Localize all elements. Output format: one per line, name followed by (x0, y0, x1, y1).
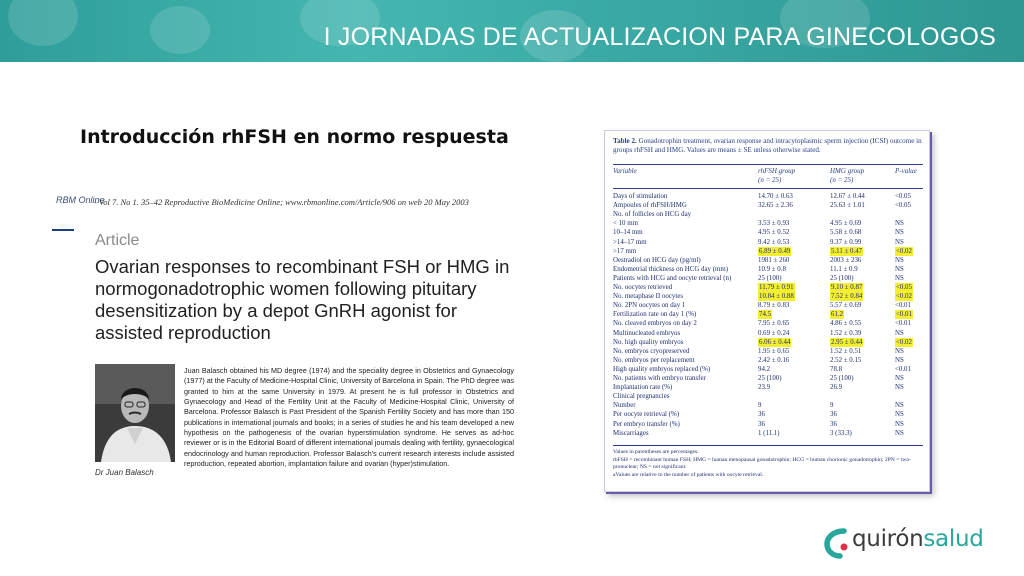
cell-rhfsh: 6.89 ± 0.49 (759, 247, 791, 255)
cell-rhfsh: 94.2 (758, 365, 771, 373)
table-row (613, 365, 923, 374)
cell-variable: Multinucleated embryos (613, 329, 681, 337)
cell-rhfsh: 8.79 ± 0.83 (758, 302, 790, 310)
cell-hmg: 61.2 (831, 311, 844, 319)
table-row (613, 401, 923, 410)
cell-variable: Miscarriages (613, 429, 649, 437)
table-row (613, 228, 923, 237)
col-header-rhfsh-label: rhFSH group (758, 167, 796, 175)
cell-pvalue: NS (895, 347, 904, 355)
cell-hmg: 25 (100) (830, 274, 854, 282)
cell-variable: No. high quality embryos (613, 338, 684, 346)
cell-pvalue: NS (895, 265, 904, 273)
table-row (613, 274, 923, 283)
cell-variable: Per oocyte retrieval (%) (613, 411, 680, 419)
article-citation: - Vol 7. No 1. 35–42 Reproductive BioMedicine Online; www.rbmonline.com/Article/906 on web 20 May 2003 (94, 197, 469, 207)
table-row (613, 429, 923, 438)
cell-variable: No. metaphase II oocytes (613, 293, 684, 301)
cell-rhfsh: 7.95 ± 0.65 (758, 320, 790, 328)
author-photo (95, 364, 175, 462)
cell-variable: Number (613, 402, 636, 410)
author-bio: Juan Balasch obtained his MD degree (1974) and the speciality degree in Obstetrics and Gynaecology (1977) at the Faculty of Medicine-Hospital Clinic, University of Barcelona in Spain. The PhD degree was granted to him at the same University in 1979. At present he is full professor in Obstetrics and Gynaecology and Head of the Fertility Unit at the Faculty of Medicine-Hospital Clinic, University of Barcelona. Professor Balasch is Past President of the Spanish Fertility Society and has more than 150 publications in international journals and books; in a series of studies he and his team developed a new hypothesis on the pathogenesis of the ovarian hyperstimulation syndrome. He serves as ad-hoc reviewer or is in the Editorial Board of different international journals dealing with fertility, gynaecological endocrinology and human reproduction. Professor Balasch's current research interests include assisted reproduction, repeated abortion, implantation failure and ovarian (hyper)stimulation. (184, 366, 514, 469)
cell-variable: Implantation rate (%) (613, 384, 673, 392)
cell-rhfsh: 0.69 ± 0.24 (758, 329, 790, 337)
cell-hmg: 1.52 ± 0.51 (830, 347, 862, 355)
cell-pvalue: <0.01 (895, 302, 911, 310)
table-row (613, 247, 923, 256)
cell-variable: High quality embryos replaced (%) (613, 365, 711, 373)
brand-wordmark-part1: quirón (852, 526, 924, 552)
cell-hmg: 5.57 ± 0.69 (830, 302, 862, 310)
cell-variable: Clinical pregnancies (613, 393, 670, 401)
cell-pvalue: NS (895, 356, 904, 364)
table-footnotes (613, 449, 925, 479)
photo-caption: Dr Juan Balasch (95, 468, 154, 477)
cell-rhfsh: 1981 ± 260 (758, 256, 790, 264)
cell-rhfsh: 1.95 ± 0.65 (758, 347, 790, 355)
cell-rhfsh: 1 (11.1) (758, 429, 780, 437)
cell-pvalue: NS (895, 375, 904, 382)
table-row (613, 265, 923, 274)
cell-rhfsh: 9.42 ± 0.53 (758, 238, 790, 246)
table-row (613, 392, 923, 401)
table-row (613, 219, 923, 228)
cell-rhfsh: 10.9 ± 0.8 (758, 265, 786, 273)
table-caption-label: Table 2. (613, 137, 637, 145)
brand-logo (822, 524, 998, 564)
cell-pvalue: NS (895, 429, 904, 437)
cell-variable: No. oocytes retrieved (613, 284, 673, 291)
cell-variable: >14–17 mm (613, 238, 647, 246)
cell-variable: Oestradiol on HCG day (pg/ml) (613, 256, 701, 264)
table-rule (613, 445, 923, 446)
table-footnote: Values in parentheses are percentages. (613, 449, 699, 455)
cell-pvalue: NS (895, 402, 904, 410)
cell-hmg: 36 (830, 420, 837, 428)
table-row (613, 210, 923, 219)
cell-pvalue: NS (895, 256, 904, 264)
cell-hmg: 2.52 ± 0.15 (830, 356, 862, 364)
cell-hmg: 3 (33.3) (830, 429, 852, 437)
col-header-rhfsh (758, 167, 795, 185)
cell-hmg: 7.52 ± 0.84 (831, 293, 863, 301)
cell-rhfsh: 25 (100) (758, 274, 782, 282)
cell-rhfsh: 3.53 ± 0.93 (758, 220, 790, 228)
col-header-variable: Variable (613, 167, 637, 175)
cell-pvalue: <0.02 (896, 293, 912, 301)
cell-hmg: 1.52 ± 0.39 (830, 329, 862, 337)
cell-rhfsh: 36 (758, 411, 765, 419)
cell-pvalue: <0.02 (896, 247, 912, 255)
table-row (613, 410, 923, 419)
table-row (613, 319, 923, 328)
table-rule (613, 164, 923, 165)
table-row (613, 238, 923, 247)
cell-pvalue: NS (895, 274, 904, 282)
brand-wordmark-part2: salud (923, 526, 984, 552)
table-row (613, 292, 923, 301)
slide-title: Introducción rhFSH en normo respuesta (80, 126, 509, 148)
table-row (613, 356, 923, 365)
table-row (613, 420, 923, 429)
article-label: Article (95, 232, 140, 249)
table-row (613, 338, 923, 347)
cell-rhfsh: 74.5 (759, 311, 772, 319)
cell-variable: Fertilization rate on day 1 (%) (613, 311, 697, 319)
table-row (613, 310, 923, 319)
col-header-hmg-label: HMG group (830, 167, 865, 175)
cell-pvalue: <0.05 (895, 202, 911, 210)
author-portrait (95, 364, 175, 462)
cell-hmg: 4.95 ± 0.69 (830, 220, 862, 228)
cell-hmg: 2003 ± 236 (830, 256, 862, 264)
col-header-hmg (830, 167, 864, 185)
cell-pvalue: <0.05 (896, 284, 912, 291)
cell-variable: Per embryo transfer (%) (613, 420, 680, 428)
col-header-rhfsh-n: (n = 25) (758, 176, 782, 184)
cell-hmg: 11.1 ± 0.9 (830, 265, 858, 273)
cell-variable: Days of stimulation (613, 193, 668, 200)
col-header-pvalue: P-value (895, 167, 917, 175)
results-table-image (604, 130, 930, 492)
cell-hmg: 9.10 ± 0.87 (831, 284, 863, 291)
cell-variable: No. embryos per replacement (613, 356, 695, 364)
cell-hmg: 26.9 (830, 384, 843, 392)
table-row (613, 374, 923, 383)
table-row (613, 383, 923, 392)
cell-variable: No. embryos cryopreserved (613, 347, 690, 355)
banner-decoration (150, 6, 210, 54)
cell-pvalue: <0.01 (896, 311, 912, 319)
cell-variable: No. patients with embryo transfer (613, 375, 706, 382)
cell-variable: No. of follicles on HCG day (613, 211, 692, 219)
cell-variable: < 10 mm (613, 220, 638, 228)
cell-pvalue: <0.02 (896, 338, 912, 346)
cell-hmg: 2.95 ± 0.44 (831, 338, 863, 346)
header-banner (0, 0, 1024, 62)
cell-rhfsh: 25 (100) (758, 375, 782, 382)
article-title: Ovarian responses to recombinant FSH or HMG in normogonadotrophic women following pituitary desensitization by a depot GnRH agonist for assisted reproduction (95, 256, 510, 343)
table-row (613, 201, 923, 210)
brand-wordmark (852, 526, 984, 552)
cell-pvalue: NS (895, 238, 904, 246)
cell-hmg: 9 (830, 402, 834, 410)
cell-rhfsh: 23.9 (758, 384, 771, 392)
cell-rhfsh: 36 (758, 420, 765, 428)
cell-pvalue: <0.05 (895, 193, 911, 200)
table-footnote: rhFSH = recombinant human FSH; HMG = human menopausal gonadotrophin; HCG = human chorionic gonadotrophin; 2PN = two-pronuclear; NS = not significant. (613, 456, 912, 471)
table-row (613, 283, 923, 292)
table-caption (613, 137, 925, 155)
cell-rhfsh: 4.95 ± 0.52 (758, 229, 790, 237)
cell-variable: Ampoules of rhFSH/HMG (613, 202, 687, 210)
table-row (613, 347, 923, 356)
cell-variable: Patients with HCG and oocyte retrieval (n) (613, 274, 732, 282)
cell-hmg: 4.86 ± 0.55 (830, 320, 862, 328)
cell-hmg: 25 (100) (830, 375, 854, 382)
cell-hmg: 78.8 (830, 365, 843, 373)
cell-pvalue: <0.01 (895, 320, 911, 328)
cell-variable: No. cleaved embryos on day 2 (613, 320, 697, 328)
cell-variable: No. 2PN oocytes on day 1 (613, 302, 686, 310)
cell-variable: Endometrial thickness on HCG day (mm) (613, 265, 729, 273)
table-row (613, 192, 923, 201)
cell-pvalue: NS (895, 329, 904, 337)
journal-logo: RBM Online (56, 195, 105, 205)
cell-rhfsh: 11.79 ± 0.91 (759, 284, 794, 291)
cell-rhfsh: 14.70 ± 0.63 (758, 193, 793, 200)
cell-variable: >17 mm (613, 247, 637, 255)
table-rule (613, 188, 923, 189)
table-row (613, 256, 923, 265)
cell-pvalue: NS (895, 411, 904, 419)
cell-rhfsh: 6.06 ± 0.44 (759, 338, 791, 346)
table-footnote: aValues are relative to the number of patients with oocyte retrieval. (613, 471, 764, 478)
cell-pvalue: NS (895, 420, 904, 428)
cell-hmg: 25.63 ± 1.01 (830, 202, 865, 210)
cell-pvalue: NS (895, 220, 904, 228)
banner-decoration (8, 0, 78, 46)
table-row (613, 301, 923, 310)
table-caption-text: Gonadotrophin treatment, ovarian response and intracytoplasmic sperm injection (ICSI) outcome in groups rhFSH and HMG. Values are means ± SE unless otherwise stated. (613, 137, 922, 154)
article-excerpt (52, 192, 512, 492)
cell-variable: 10–14 mm (613, 229, 643, 237)
cell-pvalue: NS (895, 229, 904, 237)
cell-rhfsh: 32.65 ± 2.36 (758, 202, 793, 210)
cell-rhfsh: 10.84 ± 0.88 (759, 293, 794, 301)
cell-pvalue: NS (895, 384, 904, 392)
header-title: I JORNADAS DE ACTUALIZACION PARA GINECOLOGOS (323, 23, 996, 51)
cell-hmg: 9.37 ± 0.99 (830, 238, 862, 246)
cell-hmg: 5.58 ± 0.68 (830, 229, 862, 237)
cell-hmg: 36 (830, 411, 837, 419)
divider (52, 229, 74, 231)
cell-hmg: 12.67 ± 0.44 (830, 193, 865, 200)
cell-pvalue: <0.01 (895, 365, 911, 373)
cell-hmg: 5.11 ± 0.47 (831, 247, 863, 255)
col-header-hmg-n: (n = 25) (830, 176, 854, 184)
quironsalud-logo-icon (822, 525, 852, 559)
cell-rhfsh: 2.42 ± 0.16 (758, 356, 790, 364)
table-row (613, 329, 923, 338)
cell-rhfsh: 9 (758, 402, 762, 410)
